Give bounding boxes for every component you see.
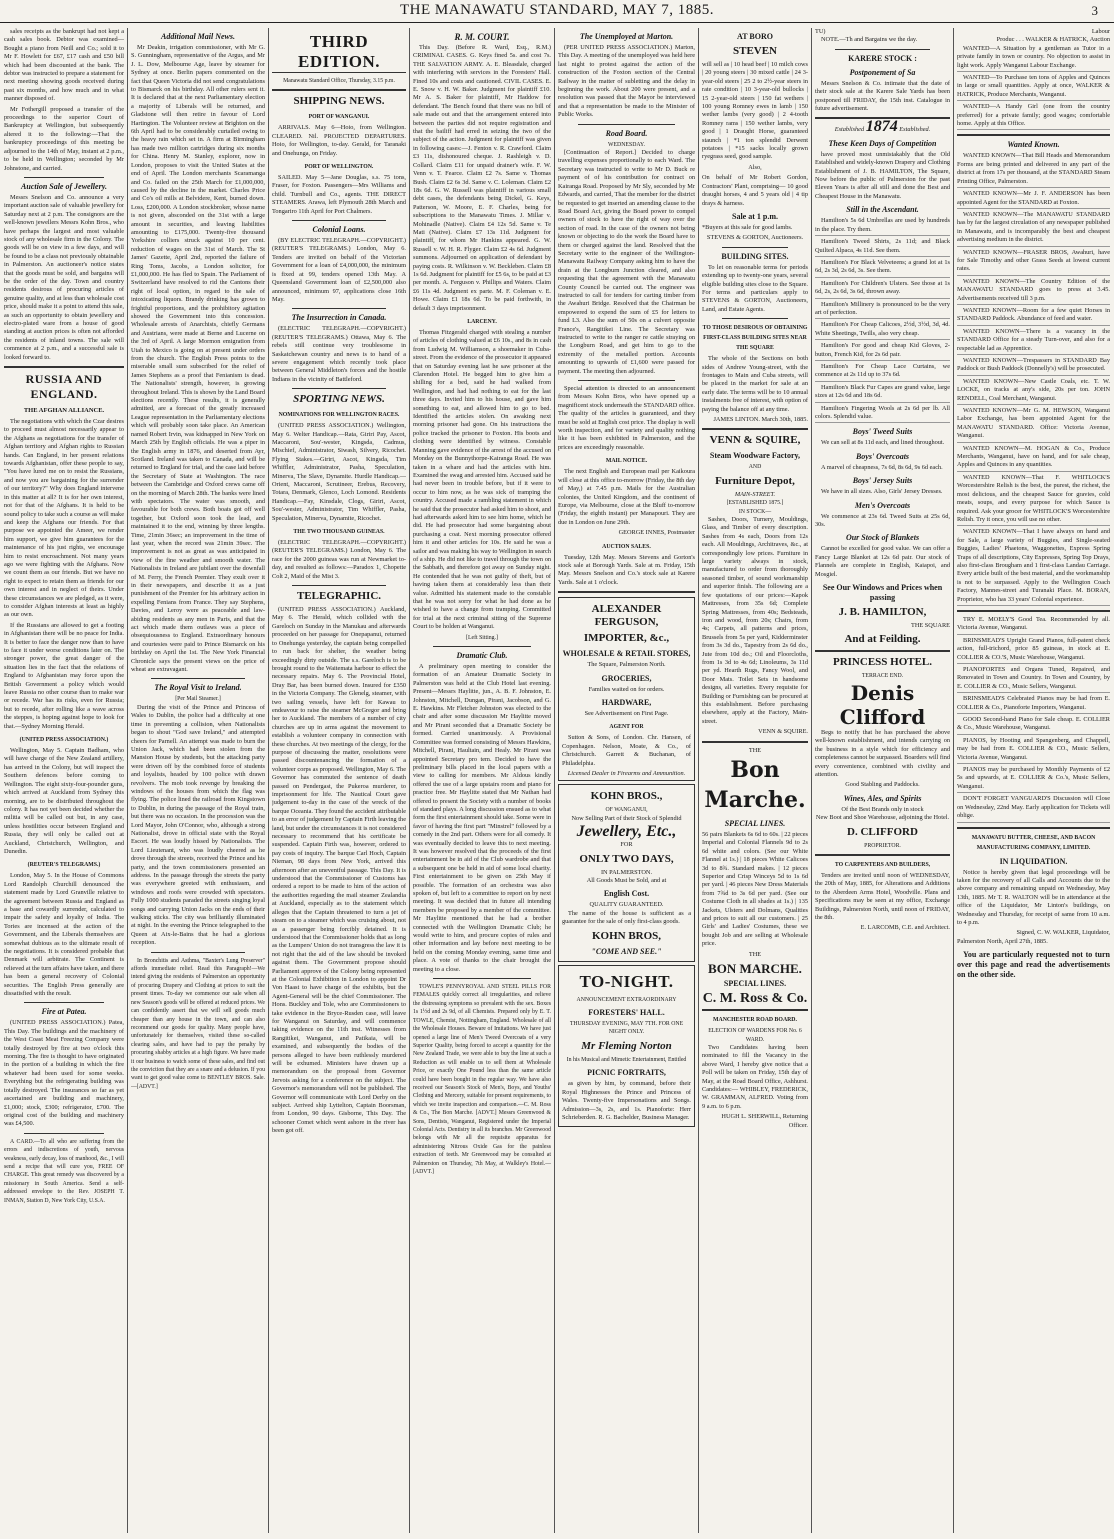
article-text: The next English and European mail per Kaikoura will close at this office to-morrow (Friday, the 8th day of May,) at 7.45 p.m. Mails for the Australian colonies, the United Kingdom, and the continent of Europe, via Melbourne, close at the Bluff to-morrow (Friday, the eighth instant) per Manapouri. They are due in London on June 29th.: [558, 468, 695, 526]
ad-text: The name of the house is sufficient as a guarantee for the sale of only first-class goods.: [562, 909, 691, 926]
small-ad: BRINSMEAD'S Celebrated Pianos may be had from E. COLLIER & Co., Pianoforte Importers, Wanganui.: [957, 695, 1110, 714]
column-1: [4, 28, 124, 1533]
ad-line: [ESTABLISHED 1875.]: [726, 500, 784, 507]
dateline: Palmerston North, April 27th, 1885.: [957, 937, 1048, 945]
established-line: [815, 118, 950, 136]
ad-line: C. M. Ross & Co.: [702, 991, 808, 1007]
divider: [578, 124, 675, 125]
wanted-item: WANTED—A Handy Girl (one from the country preferred) for a private family; good wages; comfortable home. Apply at this Office.: [957, 103, 1110, 130]
ad-text: have proved most unmistakably that the Old Established and widely-known Drapery and Clothing Establishment of J. B. HAMILTON, The Square, Now before the public of Palmerston for the past Eleven Years is after all still and done the Best and Cheapest House in the Manawatu.: [815, 150, 950, 200]
section-heading: Wanted Known.: [1007, 140, 1060, 150]
article-text: During the visit of the Prince and Princess of Wales to Dublin, the police had a difficulty at one time in preventing a collision, when Nationalists began to shout "God save Ireland," and attempted cheers for Parnell. An attempt was made to burn the Union Jack, which had been stolen from the Mansion House by students, but the attacking party were driven off by the combined force of students and loyalists, headed by 100 police with drawn revolvers. The mob took revenge by breaking the windows of the houses from which the flag was flying. The police lined the railroad from Kingstown to Dublin, in during the passage of the Royal train, but there was no occasion. In the procession was the Lord Mayor, John O'Connor, who, although a strong Nationalist, drove in official state with the Royal Escort. He was loudly hissed by Nationalists. The Lord Lieutenant, who was loudly cheered as he drove through the streets, received the Prince and his party, and the town commissioners presented an address. In the passage through the streets the party was everywhere greeted with enthusiasm, and windows and roofs were crowded with spectators. Fully 1000 students paraded the streets singing loyal songs and carrying Union Jacks on the ends of their walking sticks. The city was brilliantly illuminated at night. In the evening the Prince telegraphed to the Queen at Aix-le-Bains that he had a glorious reception.: [131, 703, 265, 947]
article-text: sales receipts as the bankrupt had not kept a cash sales book. Debtor was examined—Bought a piano from Neill and Co.; sold it to Mr F. Howlett for £67, £17 cash and £50 bill which had been discounted at the bank. The debtor was instructed to prepare a statement for next meeting showing goods received during past six months, and how much and in what manner disposed of.: [4, 28, 124, 103]
ad-line: THE SQUARE: [910, 622, 950, 630]
divider: [957, 827, 1110, 829]
page-number: 3: [1091, 3, 1098, 18]
ad-line: See Our Windows and Prices when passing: [822, 583, 943, 603]
fragment: TU): [815, 28, 826, 35]
ad-line: SPECIAL LINES.: [723, 979, 787, 989]
edition-headline: THIRD EDITION.: [272, 32, 406, 73]
article-text: SAILED. May 5—Jane Douglas, s.s. 75 tons, Fraser, for Foxton. Passengers—Mrs Williams and child. Turnbull and Co., agents. THE DIRECT STEAMERS. Arawa, left Plymouth 28th March and Tongariro 11th April for Port Chalmers.: [272, 174, 406, 215]
ad-text: To let on reasonable terms for periods extending up to twenty-one years, several eligible building sites close to the Square. For terms and particulars apply to STEVENS & GORTON, Auctioneers, Land, and Estate Agents.: [702, 263, 808, 313]
ad-text: We can sell at 8s 11d each, and lined throughout.: [821, 439, 945, 447]
ad-text: *Buyers at this sale for good lambs.: [702, 223, 793, 231]
section-heading: Additional Mail News.: [160, 32, 235, 41]
section-heading: The Unemployed at Marton.: [579, 32, 674, 41]
wanted-known-item: WANTED KNOWN—That F. WHITLOCK'S Worcestershire Relish is the best, the purest, the richest, the most delicious, and the cheapest Sauce for gravies, cold meats, soups, and every purpose for which Sauce is required. Ask your grocer for WHITLOCK'S Worcestershire Relish. Try it once, you will use no other.: [957, 474, 1110, 526]
ad-line: PICNIC FORTRAITS,: [587, 1068, 666, 1078]
section-heading: R. M. COURT.: [454, 32, 510, 42]
column-rule: [811, 28, 812, 1533]
signature: JAMES LINTON. March 30th, 1885.: [713, 416, 808, 423]
column-2: [131, 28, 265, 1533]
est-label: Established: [834, 126, 865, 134]
fragment: AT BORO: [737, 32, 773, 41]
article-text: ARRIVALS. May 6—Hoio, from Wellington. CLEARED. Nil. PROJECTED DEPARTURES. Hoio, for Wellington, to-day. Gerald, for Taranaki and Onehunga, on Friday.: [272, 124, 406, 157]
article-text: London, May 5. In the House of Commons Lord Randolph Churchill denounced the statement made by Lord Granville relative to the agreement between Russia and England as a base and cowardly surrender, calculated to impair the safety and loyalty of India. The Tories are incensed at the action of the Government, and the Liberals themselves are somewhat dubious as to the ultimate result of the negotiations. It is considered probable that Denmark will arbitrate. The Continent is relieved at the turn affairs have taken, and there has been a general recovery of Colonial securities. The English Press generally are dissatisfied with the result.: [4, 872, 124, 998]
ad-line: All Goods Must be Sold, and at: [586, 877, 667, 885]
ad-line: J. B. HAMILTON,: [838, 606, 927, 619]
divider: [815, 650, 950, 652]
ad-text: We have in all sizes. Also, Girls' Jersey Dresses.: [821, 488, 943, 496]
hamilton-item: Hamilton's For Cheap Lace Curtains, we commence at 2s 11d up to 37s 6d.: [815, 363, 950, 382]
hamilton-item: Hamilton's For good and cheap Kid Gloves, 2-button, French Kid, for 2s 6d pair.: [815, 342, 950, 361]
divider: [292, 220, 386, 221]
subheading: THE TWO THOUSAND GUINEAS.: [293, 529, 385, 536]
wire-credit: (REUTER'S TELEGRAMS.): [27, 862, 101, 869]
newspaper-title: THE MANAWATU STANDARD, MAY 7, 1885.: [400, 2, 714, 18]
column-6: [702, 28, 808, 1533]
ad-line: FOR: [620, 841, 633, 849]
ad-line: AGENT FOR: [609, 724, 644, 731]
subheading: LARCENY.: [467, 319, 497, 325]
ad-title: TO-NIGHT.: [579, 971, 674, 991]
wanted-known-item: WANTED KNOWN—That I have always on hand and for Sale, a large variety of Buggies, and Single-seated Buggies, Ladies' Phaetons, Waggonettes, Express Spring Traps of all descriptions, City Expresses, Spring Top Drays, also first-class Brougham and 1 first-class Landau Carriage. Every article built of the best material, and the workmanship is not to be surpassed. Apply to the Wellington Coach Factory, Mannes-street and Turanaki Place. M. BORAN, Proprietor, who has 33 years' Colonial experience.: [957, 528, 1110, 606]
ad-text: The whole of the Sections on both sides of Andrew Young-street, with the frontages to Main and Cuba streets, will be placed in the market for sale at an early date. The terms will be to 10 annual instalments free of interest, with option of paying the balance off at any time.: [702, 355, 808, 413]
divider: [957, 134, 1110, 136]
fragment: Labour: [1091, 28, 1110, 35]
wanted-known-item: WANTED KNOWN—Mr G. M. HEWSON, Wanganui Labor Exchange, has been appointed Agent for the MANAWATU STANDARD. Office: Victoria Avenue, Wanganui.: [957, 407, 1110, 443]
advertisement: In Bronchitis and Asthma, "Baxter's Lung Preserver" affords immediate relief. Read this Paragraph!—We intend giving the residents of Palmerston an opportunity of procuring Drapery and Clothing at prices to suit the present times. To-day we commence our sale when all new Season's goods will be offered at reduced prices. We can confidently assert that we will sell goods much cheaper than any house in the town, and can also recommend our goods for quality. Many people have, unfortunately for themselves, visited these so-called clearing sales, and have had to pay the penalty by procuring shabby articles at a high figure. We have made it our business to watch some of these sales, and find out the conviction that they are a snare and a delusion. If you want to get good value come to BENTLEY BROS. Sale.—[ADVT.]: [131, 957, 265, 1090]
ad-text: Two Candidates having been nominated to fill the Vacancy in the above Ward, I hereby give notice that a Poll will be taken on Friday, 15th day of May, at the Road Board Office, Ashhurst. Candidates:— WHIBLEY, FREDERICK, W. GRAMMAN, ALFRED. Voting from 9 a.m. to 6 p.m.: [702, 1043, 808, 1110]
wanted-known-item: WANTED KNOWN—The MANAWATU STANDARD has by far the largest circulation of any newspaper published in Manawatu, and is incomparably the best and cheapest advertising medium in the district.: [957, 211, 1110, 247]
signature: E. LARCOMB, C.E. and Architect.: [860, 924, 950, 932]
column-rule: [698, 28, 699, 1533]
ad-line: Families waited on for orders.: [588, 685, 665, 693]
ad-text: as given by him, by command, before their Royal Highnesses the Prince and Princess of Wales. Twenty-five Impersonations and Songs. Admission—3s, 2s, and 1s. Pianoforte: Herr Schrieberden. R. G. Bachelder, Business Manager.: [562, 1080, 691, 1121]
article-text: Tuesday, 12th May. Messrs Stevens and Gorton's stock sale at Borough Yards. Sale at m. Friday, 15th May. Messrs Snelson and Co.'s stock sale at Karere Yards. Sale at 1 o'clock.: [558, 553, 695, 586]
divider: [24, 1002, 104, 1003]
divider: [722, 318, 788, 319]
signature: STEVENS & GORTON, Auctioneers.: [706, 234, 804, 242]
tonight-advertisement: [558, 965, 695, 1128]
divider: [702, 1009, 808, 1011]
ad-line: IN STOCK—: [738, 508, 772, 515]
section-heading: Boys' Tweed Suits: [852, 427, 913, 437]
ad-line: THE: [748, 746, 762, 754]
divider: [957, 610, 1110, 612]
ad-text: Messrs Snelson & Co. intimate that the date of their stock sale at the Karere Sale Yards has been postponed till FRIDAY, the 15th inst. Catalogue in future advertisement.: [815, 79, 950, 113]
section-heading: Road Board.: [605, 128, 648, 138]
signature: HUGH L. SHERWILL, Returning Officer.: [721, 1113, 808, 1129]
article-text: Mr Deakin, irrigation commissioner, with Mr G. S. Gunningham, representative of the Argus, and Mr J. L. Dow, Melbourne Age, leave by steamer for Sydney at once. Berlin papers commented on the fact that Queen Victoria did not send congratulations to Bismarck on his birthday. All other rulers sent it. It is declared that at the next Parliamentary election a majority of Liberals will be returned, and Gladstone will then retire in favour of Lord Hartington. The Volunteer review at Brighton on the 6th April had to be considerably curtailed owing to the heavy rain which set in. A firm at Birmingham has made two million cartridges during six months for China. Henry M. Stanley, explorer, now in London, proposes to visit the United States at the end of April. The London merchants Scaramanga and Co. failed on the 25th March for £1,000,000, caused by the decline in the market. Charles Price and Co's oil mills at Belvidere, Kent, burned down. Loss, £200,000. A London stockbroker, whose name is not given, absconded on the 31st with a large amount in securities, and leaving liabilities amounting to £175,000. Twenty-five thousand Yorkshire colliers struck against 10 per cent. reduction of wages on the 31st of March. The St James' Gazette, April 2nd, reported the failure of Ring Toms, Jacobs, a London solicitor, for £1,000,000. He has fled to Spain. The Parliament of Switzerland have resolved to rid the Cantons their right of local option, in regard to the sale of intoxicating liquors. Brandy drinking has grown to frightful proportions, and the prohibitory agitation showed the Government into this concession. Wholesale arrests of Anarchists, chiefly Germans and Austrians, were made at Berne and Lucerne on the 3rd of April. A large Mormon emigration from Utah to Mexico is going on at present under orders from the church. The English Press points to the miserable small sum subscribed for the relief of James Stephens as a proof that Fenianism is dead. The Nationalists' strength, however, is growing throughout Ireland. This is shown by the Land Board elections recently. These results, it is generally admitted, are a forecast of the greatly increased League representation in the Parliamentary elections which will probably soon take place. An American named Robert Irvin, was kidnapped in New York on March 25th by English officials. He was a piper in the English army in 1876, and deserted from Ayr, Scotland. Ireland was taken to Canada, and will be returned to England for trial, and the case laid before the Secretary of State at Washington. The race between the Cambridge and Oxford crews came off on the morning of March 28th. The banks were lined with spectators. The water was smooth, and favourable for both crews. Both boats got off well together, but Oxford soon took the lead, and maintained it to the end, winning by three lengths. Time, 21min 36sec; an improvement in the time of last year, when the record was 21min 39sec. The improvement is not as great as was anticipated in view of the fine weather and smooth water. The Nationalists in Ireland are jubilant over the downfall of M. Ferry, the French Premier. They exult over it in their newspapers, and describe it as a just punishment of the Premier for his arbitrary action in expelling Fenians from France. They say Stephens, Davies, and Leroy were as peaceable and law-abiding residents as any men in Paris, and that the act which made them outlaws was a piece of obsequiousness to England. Extraordinary honours and courtesies were paid to Prince Bismarck on his birthday on April the 1st. The New York Financial Chronicle says the present views on the price of wheat are extravagant.: [131, 44, 265, 674]
signature: Signed, C. W. WALKER, Liquidator,: [1016, 929, 1110, 937]
ad-text: Begs to notify that he has purchased the above well-known establishment, and intends carrying on the business in a style which for efficiency and completeness cannot be surpassed. Boarders will find every convenience, combined with civility and attention.: [815, 728, 950, 778]
column-5: [558, 28, 695, 1533]
section-heading: Boys' Overcoats: [855, 451, 910, 461]
column-4: [413, 28, 551, 1533]
divider: [4, 366, 124, 368]
ad-line: The Square, Palmerston North.: [587, 661, 666, 669]
note: [Left Sitting.]: [466, 634, 498, 641]
divider: [722, 247, 788, 248]
divider: [292, 308, 386, 309]
divider: [292, 388, 386, 389]
ad-line: Furniture Depot,: [715, 474, 795, 487]
section-heading: Boys' Jersey Suits: [852, 476, 913, 486]
section-heading: The Royal Visit to Ireland.: [154, 683, 242, 693]
ad-title: Bon Marche.: [704, 757, 806, 813]
ad-title: VENN & SQUIRE,: [709, 434, 801, 447]
hamilton-item: Hamilton's For Children's Ulsters. See those at 1s 6d, 2s, 2s 6d, 3s 6d, thrown away.: [815, 280, 950, 299]
ad-line: And at Feilding.: [844, 633, 921, 646]
hamilton-item: Hamilton's For Black Velveteens; a grand lot at 1s 6d, 2s 3d, 2s 6d, 3s. See them.: [815, 259, 950, 278]
column-rule: [127, 28, 128, 1533]
section-heading: Colonial Loans.: [312, 225, 366, 235]
divider: [558, 591, 695, 593]
ad-text: On behalf of Mr Robert Gordon, Contractors' Plant, comprising— 10 good draught horses, 4 and 5 years old | 4 tip drays & harness.: [702, 174, 808, 207]
wanted-item: WANTED—To Purchase ten tons of Apples and Quinces in large or small quantities. Apply at once, WALKER & HATRICK, Produce Merchants, Wanganui.: [957, 74, 1110, 101]
article-text: If the Russians are allowed to get a footing in Afghanistan there will be no peace for India. It is better to face the danger now than to have to face it under worse conditions later on. The stronger power, the great danger of the situation lies in the fact that the relations of England to Afghanistan may force upon the British Government a policy which would leave Russia no other course than to make war or recede. War has its risks, even for Russia; but to recede, after rolling like a wave across the steppes, is hoping against hope to look for that.—Sydney Morning Herald.: [4, 621, 124, 730]
ad-line: D. CLIFFORD: [847, 825, 918, 838]
hamilton-item: Hamilton's Millinery is pronounced to be the very art of perfection.: [815, 301, 950, 320]
ad-title: STEVEN: [732, 45, 778, 57]
ad-line: Good Stabling and Paddocks.: [845, 781, 920, 789]
wanted-list: [957, 45, 1110, 131]
ad-title: KOHN BROS.,: [590, 790, 663, 803]
ferguson-advertisement: [558, 597, 695, 781]
wanted-known-item: WANTED KNOWN—New Castle Coals, etc. T. W. LOCKE, on tracks at any's side, 20s per ton. JOHN RENDELL, Coal Merchant, Wanganui.: [957, 378, 1110, 405]
column-rule: [953, 28, 954, 1533]
stock-list: will sell as | 10 head beef | 10 milch cows | 20 young steers | 30 mixed cattle | 24 3-year-old steers | 25 2 to 2½-year steers in rate condition | 10 3-year-old bullocks | 15 2-year-old steers | 150 fat wethers | 100 young Romney ewes in lamb | 150 wether lambs (very good) | 2 4-tooth Romney rams | 150 wether lambs, very good | 1 Draught Horse, guaranteed staunch | *1 ton splendid Derwent potatoes | *15 sacks locally grown ryegrass seed, good sample.: [702, 61, 808, 161]
ad-line: Now Selling Part of their Stock of Splendid: [571, 814, 682, 822]
hamilton-item: Hamilton's Tweed Shirts, 2s 11d; and Black Quilted Alpaca, 4s 11d. See them.: [815, 238, 950, 257]
section-heading: MANCHESTER ROAD BOARD.: [713, 1017, 797, 1024]
divider: [835, 49, 930, 50]
ad-line: IMPORTER, &c.,: [583, 632, 670, 645]
ad-line: PROPRIETOR.: [864, 842, 901, 849]
ad-title: ALEXANDER FERGUSON,: [591, 603, 662, 629]
advertisement: TOWLE'S PENNYROYAL AND STEEL PILLS FOR FEMALES quickly correct all irregularities, and relieve the distressing symptoms so prevalent with the sex. Boxes 1s 1½d and 2s 9d, of all Chemists. Prepared only by E. T. TOWLE, Chemist, Nottingham, England. Wholesale of all the Wholesale Houses. Beware of Imitations. We have just opened a large line of Men's Tweed Overcoats of a very Superior Quality, being forced to accept a quantity for the New Zealand Trade, we were able to buy the line at such a Reduction as will enable us to sell them at Wholesale Price, or exactly One Pound less than the same article could have been bought in the regular way. We have also received our Season's Stock of Men's, Boys, and Youths' Clothing and Mercery, suitable for present requirements, to which we invite inspection and comparison.—C. M. Ross & Co., The Bon Marche. [ADVT.] Messrs Greenwood & Sons, Dentists, Wanganui, Registered under the Imperial Colonial Acts. Dentistry in all its branches. Mr Greenwood belongs with Mr all the requisite apparatus for administering Nitrous Oxide Gas for the painless extraction of teeth. Mr Greenwood may be consulted at Palmerston on Thursday, 7th May, at Walkley's Hotel.—[ADVT.]: [413, 984, 551, 1175]
section-heading: BUILDING SITES.: [721, 251, 789, 261]
notice: You are particularly requested not to turn over this page and read the advertisements on the other side.: [957, 950, 1110, 980]
subheading: NOMINATIONS FOR WELLINGTON RACES.: [278, 412, 400, 419]
small-ad: DON'T FORGET VANGUARD'S Discussion will Close on Wednesday, 22nd May. Early application for Tickets will oblige.: [957, 795, 1110, 822]
ad-line: MAIN-STREET.: [734, 490, 776, 498]
article-text: Thomas Fitzgerald charged with stealing a number of articles of clothing valued at £6 10s., and 8s in cash from Ludwig M. Williamson, a shoemaker in Cuba-street. From the evidence of the prosecutor it appeared that on Saturday evening last he saw prisoner at the Clarendon Hotel. He begged him to give him a shilling for a bed, said he had walked from Wellington, and had had nothing to eat for the last three days. Invited him to his house, and gave him something to eat, and allowed him to go to bed. Identified the articles stolen. On awaking next morning prisoner had gone. On his instructions the police tracked the prisoner to Foxton. His boots and clothing were identified by witness. Constable Manning gave evidence of the arrest of the accused on Monday on the Bunnythorpe-Kairanga Road. He was taken in a whare and had the articles with him. Examined the swag and arrested him. Accused said he had never been in trouble before, but if it were to occur to him now, as he was sick of tramping the country. Accused made a rambling statement in which he said that the prosecutor had asked him to shoot, and had afterwards asked him to see him home, which he did. He had prosecutor had some bargaining about purchasing a coat. Next morning prosecutor offered him it and other articles for 10s. He said he was a sailor and was making his way to Wellington in search of a ship. He did not like to travel through the town on the Sabbath, and therefore got away on Sunday night. He contended that he was not guilty of theft, but of having taken them at considerably less than their value. Admitted his statement made to the constable that he was not sorry for what he had done as he wished to have a change from tramping. Committed for trial at the next criminal sitting of the Supreme Court to be holden at Wanganui.: [413, 329, 551, 631]
ad-line: IN PALMERSTON.: [600, 868, 653, 876]
small-ad: PIANOFORTES and Organs Tuned, Repaired, and Renovated in Town and Country. In Town and Country, by E. COLLIER & CO., Music Sellers, Wanganui.: [957, 666, 1110, 693]
subheading: [Per Mail Steamer.]: [175, 696, 221, 703]
subheading: WEDNESDAY.: [608, 141, 645, 148]
masthead: [0, 0, 1114, 23]
divider: [815, 854, 950, 856]
known-list: [957, 152, 1110, 606]
signature: VENN & SQUIRE.: [758, 728, 808, 736]
ad-title: Denis Clifford: [839, 680, 926, 729]
est-label: Established.: [899, 126, 931, 134]
divider: [578, 380, 675, 381]
article-text: Messrs Snelson and Co. announce a very important auction sale of valuable jewellery for Saturday next at 2 p.m. The consignors are the well-known jewellers Messrs Kohn Bros., who have perhaps the largest and most valuable stock of any wholesale firm in the Colony. The goods will be on view in a few days, and will be found to be a class not previously obtainable in Palmerston. An auctioneer's notice states that the goods must be sold, and bargains will be the order of the day. Town and country residents desirous of procuring articles of genuine quality, and at less than wholesale cost price, should make it a point to attend this sale, as such an opportunity to obtain jewellery and electro-plated ware from a house of good standing at auction prices is often not afforded the residents of inland towns. The sale will commence at 2 p.m., and a successful sale is looked forward to.: [4, 193, 124, 361]
section-heading: MANAWATU BUTTER, CHEESE, AND BACON MANUFACTURING COMPANY, LIMITED.: [971, 834, 1096, 851]
ad-line: SPECIAL LINES.: [724, 819, 786, 828]
small-ad: PIANOS, by Hooting and Spangenberg, and Chappell, may be had from E. COLLIER & CO., Music Sellers, Victoria Avenue, Wanganui.: [957, 737, 1110, 764]
article-text: (ELECTRIC TELEGRAPH.—COPYRIGHT.) (REUTER'S TELEGRAMS.) London, May 6. The race for the 2000 guineas was run at Newmarket to-day, and resulted as follows:—Paradox 1, Chopette Colt 2, Maid of the Mist 3.: [272, 539, 406, 580]
hamilton-item: Hamilton's For Cheap Calicoes, 2½d, 3½d, 3d, 4d. White Sheetings, Twills, also very cheap.: [815, 321, 950, 340]
advertisement: A CARD.—To all who are suffering from the errors and indiscretions of youth, nervous weakness, early decay, loss of manhood, &c., I will send a recipe that will cure you, FREE OF CHARGE. This great remedy was discovered by a missionary in South America. Send a self-addressed envelope to the Rev. JOSEPH T. INMAN, Station D, New York City, U.S.A.: [4, 1138, 124, 1204]
wanted-item: WANTED—A Situation by a gentleman as Tutor in a private family in town or country. No objection to assist in light work. Apply Wanganui Labour Exchange.: [957, 45, 1110, 72]
hamilton-list: [815, 217, 950, 423]
ad-line: Licensed Dealer in Firearms and Ammunition.: [567, 770, 686, 777]
ad-line: Also,: [748, 163, 762, 171]
ad-line: THE: [748, 950, 762, 958]
ad-line: Jewellery, Etc.,: [576, 823, 677, 841]
ad-text: Cannot be excelled for good value. We can offer a Fancy Large Blanket at 12s 6d pair. Our stock of Flannels are complete in English, Kaiapoi, and Mosgiel.: [815, 545, 950, 578]
article-text: A preliminary open meeting to consider the formation of an Amateur Dramatic Society in Palmerston was held at the Club Hotel last evening. Present—Messrs Haylitte, jun., A. B. F. Johnston, E. Johnston, Mitchell, Dungan, Pirani, Jacobson, and G. E. Hawkins. Mr Fletcher Johnston was elected to the chair and after some discussion Mr Haylitte moved and Mr Pirani seconded that a Dramatic Society be formed. Carried unanimously. A Provisional Committee was formed consisting of Messrs Hawkins, Mitchell, Pirani, Haultain, and Healy. Mr Pirani was appointed Secretary pro tem. Decided to have the preliminary bills placed in the local papers with a view to calling for members. Mr Aldous kindly offered the use of a large upstairs room and piano for practice free. Mr Haylitte stated that Mr Nathan had offered to present the Society with a number of books of standard plays. A long discussion ensued as to what form the first entertainment should take. Some were in favor of having the first part "Minstrel" followed by a comedy in the 2nd part. Others were for all comedy. It was eventually decided to leave this to next meeting. It was however resolved that the proceeds of the first entertainment be in aid of the Club wardrobe and that a subsequent one be held in aid of some local charity. First entertainment to be given on 25th May if possible. The formation of an orchestra was also spoken of, but left to a committee to report on by next meeting. It was decided that in future all intending members be proposed by a member of the committee. Mr Haylitte mentioned that he had a brother connected with the Wellington Dramatic Club; he would write to him, and procure copies of rules and other information and lay before next meeting to be held on the coming Monday evening, same time and place. A vote of thanks to the chair brought the meeting to a close.: [413, 663, 551, 973]
section-heading: SPORTING NEWS.: [293, 393, 385, 406]
article-text: Special attention is directed to an announcement from Messrs Kohn Bros, who have opened up a magnificent stock underneath the STANDARD office. The quality of the articles is guaranteed, and they must be sold at English cost price. The display is well worth inspection, and for variety and quality nothing like it has been exhibited in Palmerston, and the prices are exceedingly reasonable.: [558, 385, 695, 451]
wanted-known-item: WANTED KNOWN—FRASER BROS, Awahuri, have for Sale Timothy and other Grass Seeds at lowest current rates.: [957, 249, 1110, 276]
divider: [433, 646, 531, 647]
wanted-known-item: WANTED KNOWN—There is a vacancy in the STANDARD Office for a steady Turn-over, and also for a respectable lad as Apprentice.: [957, 328, 1110, 355]
section-heading: These Keen Days of Competition: [828, 138, 937, 148]
section-heading: Our Stock of Blankets: [845, 533, 920, 543]
ad-text: Notice is hereby given that legal proceedings will be taken for the recovery of all Calls and Accounts due to the above company and remaining unpaid on Wednesday, May 13th, 1885. Mr T. R. WALTON will be in attendance at the office of the Liquidator, Mr Linton's buildings, on Wednesday and Thursday, for receipt of same from 10 a.m. to 4 p.m.: [957, 868, 1110, 926]
column-8: [957, 28, 1110, 1533]
ad-line: OF WANGANUI,: [605, 807, 648, 814]
est-year: 1874: [865, 118, 898, 136]
ad-line: ELECTION OF WARDENS FOR No. 6 WARD.: [708, 1028, 802, 1043]
article-text: (UNITED PRESS ASSOCIATION.) Patea, This Day. The buildings and the machinery of the West Coast Meat Freezing Company were totally destroyed by fire at two o'clock this morning. The fire is thought to have originated in the portion of a building in which the fire whatever had been used for some weeks. Everything but the refrigerating building was totally destroyed. The insurances so far as yet ascertained are building and machinery, £1,000; stock, £300; refrigerator, £700. The original cost of the building and machinery was £4,500.: [4, 1019, 124, 1128]
ad-line: ANNOUNCEMENT EXTRAORDINARY: [576, 996, 677, 1003]
section-heading: Auction Sale of Jewellery.: [21, 181, 107, 191]
hamilton-item: Hamilton's 5s 6d Umbrellas are used by hundreds in the place. Try them.: [815, 217, 950, 236]
section-heading: TO THOSE DESIROUS OF OBTAINING FIRST-CLASS BUILDING SITES NEAR THE SQUARE: [702, 325, 808, 352]
article-text: (ELECTRIC TELEGRAPH.—COPYRIGHT.) (REUTER'S TELEGRAMS.) Ottawa, May 6. The rebels still continue very troublesome in Saskatchewan country and news is to hand of a severe engagement which recently took place between General Middleton's forces and the hostile Indians in the vicinity of Battleford.: [272, 325, 406, 383]
hamilton-item: Hamilton's Fingering Wools at 2s 6d per lb. All colors. Splendid value.: [815, 405, 950, 424]
wanted-known-item: WANTED KNOWN—M. HOGAN & Co., Produce Merchants, Wanganui, have on hand, and for sale cheap, Apples and Quinces in any quantities.: [957, 445, 1110, 472]
headline: RUSSIA AND ENGLAND.: [25, 372, 103, 402]
small-ad: TRY E. MOELY'S Good Tea. Recommended by all. Victoria Avenue, Wanganui.: [957, 616, 1110, 635]
section-heading: Fire at Patea.: [41, 1007, 87, 1017]
subheadline: THE AFGHAN ALLIANCE.: [23, 407, 105, 415]
article-text: (UNITED PRESS ASSOCIATION.) Wellington, May 6. Welter Handicap.—Rata, Giriri Pay, Ascot, Maccaroni, Sou'-wester, Kingsda, Cadmus, Mischief, Administrator, Siwash, Silvery, Ricochet. Flying Stakes.—Giriri, Ascot, Kingsda, Tim Whiffler, Administrator, Pasha, Speculation, Minerva, The Slave, Dynamite. Hurdle Handicap.—Orient, Maccaroni, Scrutineer, Erebus, Recovery, Totara, Denmark, Glenco, Loch Lomond. Residents Handicap.—Fay, Kinsdale, Clogs, Giriri, Ascot, Sou'-wester, Administrator, Tim Whiffler, Pasha, Speculation, Minerva, Dynamite, Ricochet.: [272, 422, 406, 522]
ad-line: AND: [748, 464, 762, 471]
kohn-advertisement: [558, 784, 695, 961]
small-ads-list: [957, 616, 1110, 823]
ad-line: ONLY TWO DAYS,: [579, 852, 674, 865]
article-text: This Day. (Before R. Ward, Esq., R.M.) CRIMINAL CASES. G. Keys fined 5s. and cost 7s. THE SALVATION ARMY. A. E. Bleasdale, charged with interfering with services in the Foresters' Hall. Fined 10s and costs and cautioned. CIVIL CASES. E. E. Snow v. H. W. Baker. Judgment for plaintiff £10. Mr A. S. Baker for plaintiff, Mr Haddow for defendant. The Bench found that there was no bill of sale made out and that the arrangement entered into between the parties did not require registration and that the bailiff had erred in seizing the two of the subject of the action. Judgment for plaintiff was given in following cases:—J. Fenton v. R. Crawford. Claim £3 11s, dishonoured cheque. J. Rashleigh v. D. Collard. Claim £11 for unpaid drainer's wife. F. W. Venn v. T. Fearce. Claim £2 7s. Same v. Thomas Bush. Claim £2 6s 3d. Same v. C. Loleman. Claim £2 18s 6d. G. W. Russell was plaintiff in various small debt cases, the defendants being Dickel, G. Keys, Patterson, W. Moore, E. F. Charles, being for subscriptions to the Manawatu Times. J. Millar v. Mohinadle (Native). Claim £4 12s 5d. Same v. Te Mati (Native). Claim £7 13s 11d. Judgment for plaintiff, for whom Mr Hankins appeared. G. W. Russell v. W. H. R. Flyger. Claim £2 4s 6d. Judgment summons. Adjourned on application of defendant by paying costs. R. Wilkinson v. W. Beckleben. Claim £8 1s 6d. Judgment for plaintiff for £5 6s, to be paid at £3 per month. A. Ferguson v. Phillips and Waters. Claim £6 11s 4d. Judgment ex parte. M. F. Coleman v. E. Howe. Claim £1 18s 6d. To be paid forthwith, in default 3 days imprisonment.: [413, 44, 551, 312]
column-rule: [409, 28, 410, 1533]
divider: [702, 741, 808, 743]
wanted-known-item: WANTED KNOWN—Room for a few quiet Horses in STANDARD Paddock. Abundance of feed and water.: [957, 307, 1110, 326]
section-heading: KARERE STOCK :: [848, 53, 917, 63]
ad-line: THURSDAY EVENING, MAY 7TH. FOR ONE NIGHT ONLY.: [569, 1021, 684, 1036]
ad-line: In his Musical and Mimetic Entertainment, Entitled: [566, 1056, 687, 1063]
ad-line: WHOLESALE & RETAIL STORES,: [562, 649, 691, 659]
column-7: [815, 28, 950, 1533]
fragment: Produc . . . WALKER & HATRICK, Auction: [996, 36, 1110, 44]
wanted-known-item: WANTED KNOWN—Trespassers in STANDARD Bay Paddock or Bush Paddock (Donnelly's) will be prosecuted.: [957, 357, 1110, 376]
ad-line: FORESTERS' HALL.: [588, 1008, 665, 1018]
divider: [272, 89, 406, 91]
ad-line: See Advertisement on First Page.: [584, 709, 669, 717]
ad-title: BON MARCHE.: [708, 961, 802, 977]
ad-title: PRINCESS HOTEL.: [832, 656, 933, 669]
hamilton-item: Hamilton's Black Fur Capes are grand value, large sizes at 12s 6d and 18s 6d.: [815, 384, 950, 403]
ad-text: NOTE.—Th and Bargains we the day.: [821, 36, 918, 44]
article-text: The negotiations with which the Czar desires to proceed must almost necessarily appear to the Afghans as negotiations for the transfer of Afghan territory and Afghan rights to Russian hands. Can England, in her present relations towards Afghanistan, offer these people to say, "You have lured me on to resist the Russians, and now you are bargaining for the surrender of our territory?" Why does England intervene in this matter at all? It is for her own interest, not for that of the Afghans. It is held to be sound policy to take such a course as will make and keep the Afghans our friends. For that purpose we appointed the Ameer, we render him support, we give him guarantees for the maintenance of his just rights, we encourage him to resist encroachment. Not many years ago we were fighting with the Afghans. Now we count them as our friends. But we have no right to expect to retain them as friends for our own interest and in neglect of theirs. Under these circumstances we are pledged, as it were, to consider Afghan interests at least as highly as our own.: [4, 418, 124, 619]
column-3: [272, 28, 406, 1533]
section-heading: TO CARPENTERS AND BUILDERS,: [834, 861, 931, 868]
section-heading: Postponement of Sa: [849, 67, 916, 77]
subheading: AUCTION SALES.: [602, 543, 651, 550]
ad-line: QUALITY GUARANTEED.: [589, 901, 664, 909]
wanted-known-item: WANTED KNOWN—Mr J. F. ANDERSON has been appointed Agent for the STANDARD at Foxton.: [957, 190, 1110, 209]
section-heading: TELEGRAPHIC.: [296, 590, 382, 603]
section-heading: Dramatic Club.: [456, 651, 508, 661]
column-rule: [268, 28, 269, 1533]
article-text: Mr Fothergill proposed a transfer of the proceedings to the superior Court of Bankruptcy at Wellington, but subsequently altered it to the following:—That the bankruptcy proceedings of this meeting be adjourned to the 14th of May, instant at 2 p.m., to be held in Wellington; seconded by Mr Johnstone, and carried.: [4, 105, 124, 172]
section-heading: Still in the Ascendant.: [846, 205, 919, 215]
small-ad: GOOD Second-hand Piano for Sale cheap. E. COLLIER & Co., Music Warehouse, Wanganui.: [957, 716, 1110, 735]
ad-line: English Cost.: [603, 889, 650, 899]
section-heading: The Insurrection in Canada.: [291, 313, 387, 323]
dateline: Manawatu Standard Office, Thursday, 3.15 p.m.: [283, 78, 395, 84]
wanted-known-item: WANTED KNOWN—That Bill Heads and Memorandum Forms are being printed and delivered in any part of the district at from 17s per thousand, at the STANDARD Steam Printing Office, Palmerston.: [957, 152, 1110, 188]
wanted-known-item: WANTED KNOWN—The Country Edition of the MANAWATU STANDARD goes to press at 3.45. Advertisements received till 3 p.m.: [957, 278, 1110, 305]
ad-line: GROCERIES,: [601, 673, 652, 683]
ad-line: Steam Woodware Factory,: [709, 451, 801, 461]
subheading: PORT OF WANGANUI.: [308, 114, 370, 121]
signature: GEORGE INNES, Postmaster: [618, 529, 695, 537]
article-text: (BY ELECTRIC TELEGRAPH.—COPYRIGHT.) (REUTER'S TELEGRAMS.) London, May 6. Tenders are invited on behalf of the Victorian Government for a loan of £4,000,000, the minimum is fixed at 99, tenders opened 13th May. A Queensland Government loan of £2,500,000 also announced, minimum 97, applications close 16th May.: [272, 237, 406, 303]
wire-credit: (UNITED PRESS ASSOCIATION.): [19, 737, 109, 744]
ad-text: Sutton & Sons, of London. Chr. Hansen, of Copenhagen. Nelson, Moate, & Co., of Christchurch. Garrett & Buchanan, of Philadelphia.: [562, 734, 691, 767]
column-rule: [554, 28, 555, 1533]
divider: [292, 585, 386, 586]
ad-line: Of the Best Brands only in stock: [841, 805, 924, 813]
divider: [433, 978, 531, 979]
ad-line: HARDWARE,: [601, 697, 652, 707]
subheading: PORT OF WELLINGTON.: [304, 164, 374, 171]
divider: [151, 952, 245, 953]
ad-line: New Boot and Shoe Warehouse, adjoining the Hotel.: [815, 814, 950, 822]
ad-line: "COME AND SEE.": [591, 946, 662, 956]
small-ad: BRINSMEAD'S Upright Grand Pianos, full-patent check action, full-trichord, price 85 guineas, in stock at E. COLLIER & CO.'S, Music Warehouse, Wanganui.: [957, 637, 1110, 664]
article-text: [Continuation of Report.] Decided to charge travelling expenses proportionally to each Ward. The Secretary was instructed to write to Mr D. Buck re payment of of his contribution for contract on Kairanga Road. Proposed by Mr Sly, seconded by Mr Edwards, and carried, That the member for the district be requested to get inserted an amending clause to the Road Board Act, giving the Board power to compel owners of stock to have the right of way over the section of road. In the case of the owners not being known or objecting to do the work the Board have to them or charged against the land. Resolved that the Secretary write to the engineer of the Wellington-Manawatu Railway Company asking him to have the drain at the Longburn Junction cleared, and also requesting that the agreement with the Manawatu County Council be carried out. The engineer was instructed to call for tenders for carting timber from the Awahuri Bridge. Resolved that the Chairman be empowered to expend the sum of £5 for letters to fund L3. Also the sum of 50s on a culvert opposite France's, Rangitikei Line. The Secretary was instructed to write to the ranger re cattle straying on the Longburn Road, and get him to go to the extremity of the metalled portion. Accounts amounting to upwards of £1,600 were passed for payment. The meeting then adjourned.: [558, 149, 695, 375]
ad-text: A marvel of cheapness, 7s 6d, 8s 6d, 9s 6d each.: [821, 463, 943, 471]
ad-text: Tenders are invited until noon of WEDNESDAY, the 20th of May, 1885, for Alterations and Additions to the Aberdeen Arms Hotel, Woodville. Plans and Specifications may be seen at my office, Exchange Buildings, Palmerston North, until noon of FRIDAY, the 8th.: [815, 871, 950, 921]
ad-line: KOHN BROS,: [591, 929, 662, 942]
ad-text: 56 pairs Blankets 6s 6d to 60s. | 22 pieces Imperial and Colonial Flannels 9d to 2s 6d white and colors. (See our White Flannel at 1s.) | 18 pieces White Calicoes 3d to 8¾. Standard makes. | 12 pieces Superior and Crisp Winceys 5d to 1s 6d per yard. | 46 pieces New Dress Materials from 7¾d to 3s 6d per yard. (See our Costume Cloth in all shades at 1s.) | 135 Jackets, Ulsters and Dolmans, Qualities and prices to suit all our customers. | 25 Girls' and Ladies' Costumes, these we bought Job and are selling at Wholesale price.: [702, 831, 808, 948]
divider: [24, 1133, 104, 1134]
subheading: MAIL NOTICE.: [605, 458, 648, 465]
ad-line: Mr Fleming Norton: [581, 1039, 672, 1052]
article-text: Wellington, May 5. Captain Badham, who will have charge of the New Zealand artillery, has arrived in the Colony, but will inspect the Southern defences before coming to Wellington. The eight sixty-four-pounder guns, which arrived at Auckland from Sydney this morning, are to be distributed throughout the colony. It has not yet been decided whether the militia will be called out but, in any case, unless hostilities occur between England and Russia, they will only be called out at Auckland, Christchurch, Wellington, and Dunedin.: [4, 747, 124, 855]
ad-line: TERRACE END.: [861, 673, 904, 680]
divider: [702, 428, 808, 430]
ad-line: Wines, Ales, and Spirits: [843, 793, 922, 803]
article-text: (UNITED PRESS ASSOCIATION.) Auckland, May 6. The Herald, which collided with the Gareloch on Sunday in the Manukau and afterwards proceeded on her passage for Onepapanui, returned to Onehunga yesterday, the captain being compelled to run back for shelter, the weather being exceedingly dirty outside. The s.s. Gareloch is to be brought round to the Waitemata harbour to effect the necessary repairs. May 6. The Provincial Hotel, Dray Bar, has been burned down. Insured for £350 in the Victoria Company. The Glenelg, steamer, with two sailing vessels, have left for Kawau to endeavour to raise the steamer McGregor and bring her to Auckland. The members of a number of city churches are up in arms against the movement to establish a volunteer company in connection with these churches. At two meetings of the clergy, for the purpose of discussing the matter, resolutions were passed discountenancing the formation of a volunteer corps as proposed. Wellington, May 6. The Governor has commuted the sentence of death passed on Pendergast, the Pukeroa murderer, to imprisonment for life. The Nautical Court gave judgement to-day in the case of the wreck of the barque Oceania. They found the accident attributable to an error of judgement by Captain Firth leaving the land, but under the circumstances it is not considered necessary to recommend that his certificate be suspended. Captain Firth was, however, ordered to pay costs of inquiry. The barque Carl Hoch, Captain Nieman, 98 days from New York, arrived this afternoon after an uneventful passage. This Day. It is understood that the Commissioner of Customs has ordered a report to be made to him of the action of the authorities regarding the mail steamer Zealandia at Auckland, especially as to the statement which alleges that the Captain threatened to turn a jet of steam on to a steamer which was cruising about, not as a passenger being forcibly detained. It is understood that the Commissioner holds that as long as the Lumpers' Union do not transgress the law it is not right that the aid of the law should be invoked against them. The Government propose should Parliament approve of the Colony being represented at the Colonial Exhibition in London to appoint Dr Von Haast to have charge of the exhibits, but the Agent-General will be the chief Commissioner. The Hons. Buckley and Tole, who are Commissioners to take evidence in the Bryce-Rusden case, will leave for Wanganui on Saturday, and will commence taking evidence on the 11th inst. Witnesses from Rangitikei, Wanganui, and Patikaia, will be examined, and subsequently the bodies of the persons alleged to have been ruthlessly murdered will be exhumed. Ministers have drawn up a memorandum on the proposal from Governor Jervois asking for a conference on the subject. The Governor's memorandum will not be published. The Governor will communicate with Lord Derby on the subject. Arrived ship Lyttelton, Captain Boorsman, from London, 90 days. Gisborne, This Day. The schooner Comet which went ashore in the river has been got off.: [272, 606, 406, 1135]
small-ad: PIANOS may be purchased by Monthly Payments of £2 5s and upwards, at E. COLLIER & Co.'s, Music Sellers, Wanganui.: [957, 766, 1110, 793]
divider: [151, 678, 245, 679]
ad-text: We commence at 23s 6d. Tweed Suits at 25s 6d, 30s.: [815, 512, 950, 529]
ad-text: Sashes, Doors, Turnery, Mouldings, Glass, and Timber of every description. Sashes from 4s each, Doors from 12s each. All Mouldings, Architraves, &c., at correspondingly low prices. Furniture in large variety always in stock, manufactured to order from thoroughly seasoned timber, of sound workmanship and superior finish. The following are a few quotations of our prices:—Kapok Mattresses, from 35s 6d; Complete Spring Mattresses, from 40s; Bedsteads, iron and wood, from 20s; Chairs, from 4s; Carpets, all patterns and prices, Brussels from 5s per yard, Kidderminster from 3s 3d do., Tapestry from 2s 6d do., Jute from 10d do.; Oil and Floorcloths, from 1s 3d to 4s 6d; Linoleums, 3s 11d per yd. Hearth Rugs, Fancy Wool, and Door Mats. Toilet Sets in handsome designs, all varieties. Every requisite for Building or Furnishing can be procured at this establishment. Before purchasing elsewhere, apply at the Factory, Main-street.: [702, 516, 808, 725]
article-text: (PER UNITED PRESS ASSOCIATION.) Marton, This Day. A meeting of the unemployed was held here last night to protest against the action of the construction of the Foxton section of the Central Railway in the matter of subletting and the delay in beginning the work. About 200 were present, and a resolution was passed that the Mayor be interviewed and that a representation be made to the Minister of Public Works.: [558, 44, 695, 119]
section-heading: IN LIQUIDATION.: [999, 856, 1068, 866]
divider: [24, 177, 104, 178]
ad-line: Sale at 1 p.m.: [732, 211, 778, 221]
section-heading: Men's Overcoats: [854, 500, 911, 510]
section-heading: SHIPPING NEWS.: [293, 95, 385, 108]
